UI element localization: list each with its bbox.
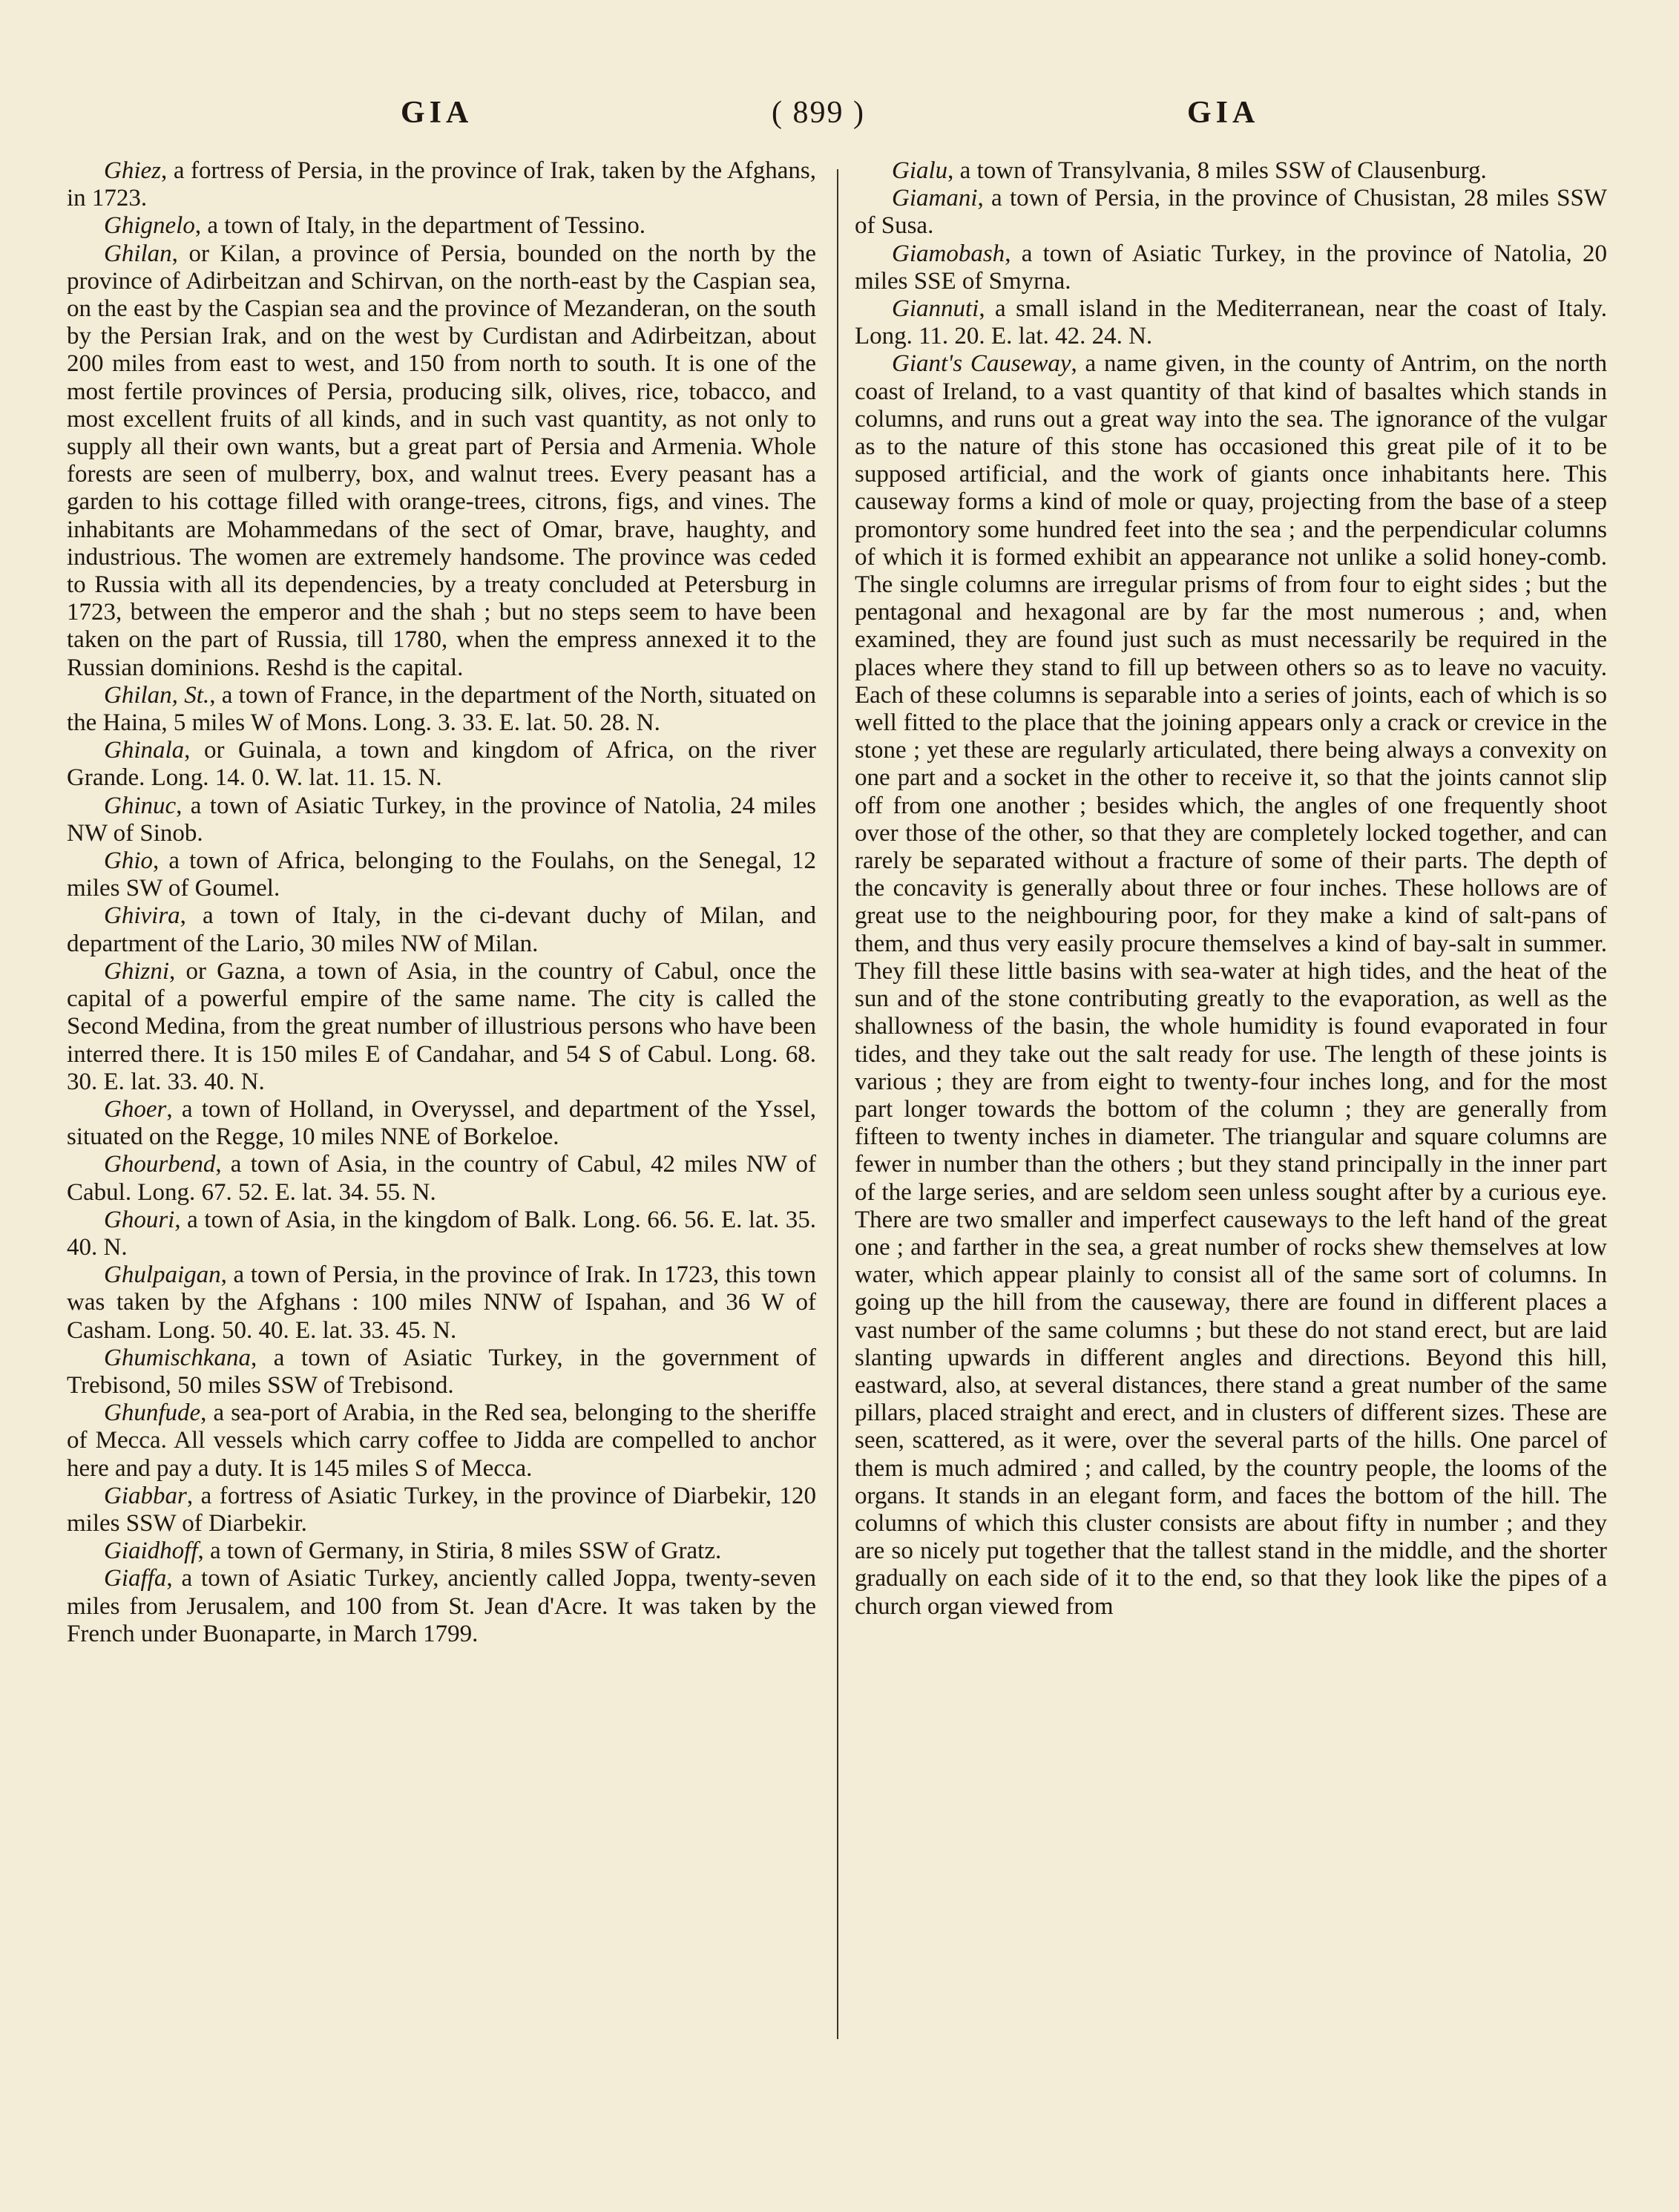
entry-text: , a town of Persia, in the province of Irak. In 1723, this town was taken by the Afghans : 100 miles NNW of Ispahan, and 36 W of Casham. Long. 50. 40. E. lat. 33. 45. N.: [67, 1261, 816, 1344]
entry-headword: Giamobash: [892, 240, 1005, 267]
entry-headword: Ghinuc: [104, 792, 177, 819]
entry-text: , a town of France, in the department of the North, situated on the Haina, 5 miles W of Mons. Long. 3. 33. E. lat. 50. 28. N.: [67, 681, 816, 737]
gazetteer-entry: [67, 157, 816, 212]
gazetteer-entry: [67, 1261, 816, 1345]
left-column: [67, 157, 816, 1648]
entry-text: , or Kilan, a province of Persia, bounded on the north by the province of Adirbeitzan and Schirvan, on the north-east by the Caspian sea, on the east by the Caspian sea and the province of Mezanderan, on the south by the Persian Irak, and on the west by Curdistan and Adirbeitzan, about 200 miles from east to west, and 150 from north to south. It is one of the most fertile provinces of Persia, producing silk, olives, rice, tobacco, and most excellent fruits of all kinds, and in such vast quantity, as not only to supply all their own wants, but a great part of Persia and Armenia. Whole forests are seen of mulberry, box, and walnut trees. Every peasant has a garden to his cottage filled with orange-trees, citrons, figs, and vines. The inhabitants are Mohammedans of the sect of Omar, brave, haughty, and industrious. The women are extremely handsome. The province was ceded to Russia with all its dependencies, by a treaty concluded at Petersburg in 1723, between the emperor and the shah ; but no steps seem to have been taken on the part of Russia, till 1780, when the empress annexed it to the Russian dominions. Reshd is the capital.: [67, 240, 816, 681]
entry-text: , or Guinala, a town and kingdom of Africa, on the river Grande. Long. 14. 0. W. lat. 11. 15. N.: [67, 737, 816, 792]
entry-text: , a town of Asiatic Turkey, in the province of Natolia, 24 miles NW of Sinob.: [67, 792, 816, 847]
entry-text: , a town of Persia, in the province of Chusistan, 28 miles SSW of Susa.: [855, 185, 1607, 240]
entry-headword: Ghunfude: [104, 1399, 201, 1427]
entry-text: , a town of Asiatic Turkey, in the government of Trebisond, 50 miles SSW of Trebisond.: [67, 1344, 816, 1399]
running-head-left: GIA: [401, 96, 473, 130]
entry-headword: Ghilan: [104, 240, 172, 267]
running-head-right: GIA: [1187, 96, 1260, 130]
entry-text: , a town of Asiatic Turkey, anciently called Joppa, twenty-seven miles from Jerusalem, and 100 from St. Jean d'Acre. It was taken by the French under Buonaparte, in March 1799.: [67, 1565, 816, 1647]
entry-text: , a town of Transylvania, 8 miles SSW of Clausenburg.: [947, 157, 1487, 184]
gazetteer-entry: [67, 1207, 816, 1261]
page-number: ( 899 ): [772, 96, 865, 130]
gazetteer-entry: [67, 737, 816, 792]
entry-headword: Ghio: [104, 847, 153, 875]
gazetteer-entry: [67, 682, 816, 737]
gazetteer-entry: [855, 295, 1607, 350]
entry-text: , a town of Asiatic Turkey, in the province of Natolia, 20 miles SSE of Smyrna.: [855, 240, 1607, 295]
gazetteer-entry: [67, 958, 816, 1096]
gazetteer-entry: [67, 1537, 816, 1565]
gazetteer-entry: [67, 792, 816, 847]
entry-text: , a fortress of Persia, in the province of Irak, taken by the Afghans, in 1723.: [67, 157, 816, 212]
entry-headword: Ghourbend: [104, 1151, 216, 1178]
entry-text: , a fortress of Asiatic Turkey, in the province of Diarbekir, 120 miles SSW of Diarbekir.: [67, 1482, 816, 1537]
gazetteer-entry: [67, 847, 816, 902]
entry-headword: Ghignelo: [104, 212, 195, 240]
gazetteer-entry: [67, 1096, 816, 1151]
gazetteer-entry: [67, 1345, 816, 1399]
gazetteer-entry: [67, 240, 816, 682]
gazetteer-entry: [67, 1151, 816, 1206]
entry-headword: Ghiez: [104, 157, 161, 184]
entry-headword: Ghulpaigan: [104, 1261, 221, 1289]
gazetteer-entry: [855, 350, 1607, 1620]
entry-headword: Ghivira: [104, 902, 180, 930]
entry-headword: Giaffa: [104, 1565, 167, 1592]
entry-headword: Ghouri: [104, 1206, 175, 1233]
entry-headword: Giamani: [892, 185, 978, 212]
column-rule: [837, 169, 838, 2039]
entry-headword: Giannuti: [892, 295, 979, 323]
entry-headword: Ghinala: [104, 737, 185, 764]
gazetteer-entry: [67, 902, 816, 957]
entry-text: , a town of Asia, in the country of Cabul, 42 miles NW of Cabul. Long. 67. 52. E. lat. 34. 55. N.: [67, 1151, 816, 1206]
gazetteer-entry: [855, 185, 1607, 240]
entry-text: , a small island in the Mediterranean, near the coast of Italy. Long. 11. 20. E. lat. 42. 24. N.: [855, 295, 1607, 350]
entry-text: , a town of Germany, in Stiria, 8 miles SSW of Gratz.: [197, 1537, 722, 1565]
gazetteer-entry: [67, 1483, 816, 1537]
entry-text: , or Gazna, a town of Asia, in the country of Cabul, once the capital of a powerful empire of the same name. The city is called the Second Medina, from the great number of illustrious persons who have been interred there. It is 150 miles E of Candahar, and 54 S of Cabul. Long. 68. 30. E. lat. 33. 40. N.: [67, 957, 816, 1095]
entry-text: , a town of Africa, belonging to the Foulahs, on the Senegal, 12 miles SW of Goumel.: [67, 847, 816, 902]
entry-text: , a sea-port of Arabia, in the Red sea, belonging to the sheriffe of Mecca. All vessels which carry coffee to Jidda are compelled to anchor here and pay a duty. It is 145 miles S of Mecca.: [67, 1399, 816, 1482]
entry-headword: Giabbar: [104, 1482, 187, 1509]
gazetteer-entry: [67, 1565, 816, 1648]
entry-text: , a town of Italy, in the department of Tessino.: [194, 212, 645, 240]
entry-headword: Giaidhoff: [104, 1537, 198, 1565]
entry-text: , a town of Holland, in Overyssel, and department of the Yssel, situated on the Regge, 10 miles NNE of Borkeloe.: [67, 1095, 816, 1151]
entry-headword: Gialu: [892, 157, 948, 184]
entry-text: , a town of Asia, in the kingdom of Balk. Long. 66. 56. E. lat. 35. 40. N.: [67, 1206, 816, 1261]
right-column: [855, 157, 1607, 1621]
entry-headword: Ghoer: [104, 1095, 167, 1123]
entry-headword: Ghilan, St.: [104, 681, 210, 709]
gazetteer-entry: [855, 240, 1607, 295]
gazetteer-entry: [67, 1399, 816, 1483]
gazetteer-entry: [67, 212, 816, 240]
gazetteer-entry: [855, 157, 1607, 185]
entry-headword: Giant's Causeway: [892, 350, 1071, 378]
entry-text: , a town of Italy, in the ci-devant duchy of Milan, and department of the Lario, 30 miles NW of Milan.: [67, 902, 816, 957]
entry-headword: Ghumischkana: [104, 1344, 251, 1371]
entry-text: , a name given, in the county of Antrim, on the north coast of Ireland, to a vast quantity of that kind of basaltes which stands in columns, and runs out a great way into the sea. The ignorance of the vulgar as to the nature of this stone has occasioned this great pile of it to be supposed artificial, and the work of giants once inhabitants here. This causeway forms a kind of mole or quay, projecting from the base of a steep promontory some hundred feet into the sea ; and the perpendicular columns of which it is formed exhibit an appearance not unlike a solid honey-comb. The single columns are irregular prisms of from four to eight sides ; but the pentagonal and hexagonal are by far the most numerous ; and, when examined, they are found just such as must necessarily be required in the places where they stand to fill up between others so as to leave no vacuity. Each of these columns is separable into a series of joints, each of which is so well fitted to the place that the joining appears only a crack or crevice in the stone ; yet these are regularly articulated, there being always a convexity on one part and a socket in the other to receive it, so that the joints cannot slip off from one another ; besides which, the angles of one frequently shoot over those of the other, so that they are completely locked together, and can rarely be separated without a fracture of some of their parts. The depth of the concavity is generally about three or four inches. These hollows are of great use to the neighbouring poor, for they make a kind of salt-pans of them, and thus very easily procure themselves a kind of bay-salt in summer. They fill these little basins with sea-water at high tides, and the heat of the sun and of the stone contributing greatly to the evaporation, as well as the shallowness of the basin, the whole humidity is found evaporated in four tides, and they take out the salt ready for use. The length of these joints is various ; they are from eight to twenty-four inches long, and for the most part longer towards the bottom of the column ; they are generally from fifteen to twenty inches in diameter. The triangular and square columns are fewer in number than the others ; but they stand principally in the inner part of the large series, and are seldom seen unless sought after by a curious eye. There are two smaller and imperfect causeways to the left hand of the great one ; and farther in the sea, a great number of rocks shew themselves at low water, which appear plainly to consist all of the same sort of columns. In going up the hill from the causeway, there are found in different places a vast number of the same columns ; but these do not stand erect, but are laid slanting upwards in different angles and directions. Beyond this hill, eastward, also, at several distances, there stand a great number of the same pillars, placed straight and erect, and in clusters of different sizes. These are seen, scattered, as it were, over the several parts of the hills. One parcel of them is much admired ; and called, by the country people, the looms of the organs. It stands in an elegant form, and faces the bottom of the hill. The columns of which this cluster consists are about fifty in number ; and they are so nicely put together that the tallest stand in the middle, and the shorter gradually on each side of it to the end, so that they look like the pipes of a church organ viewed from: [855, 350, 1607, 1620]
entry-headword: Ghizni: [104, 957, 170, 985]
